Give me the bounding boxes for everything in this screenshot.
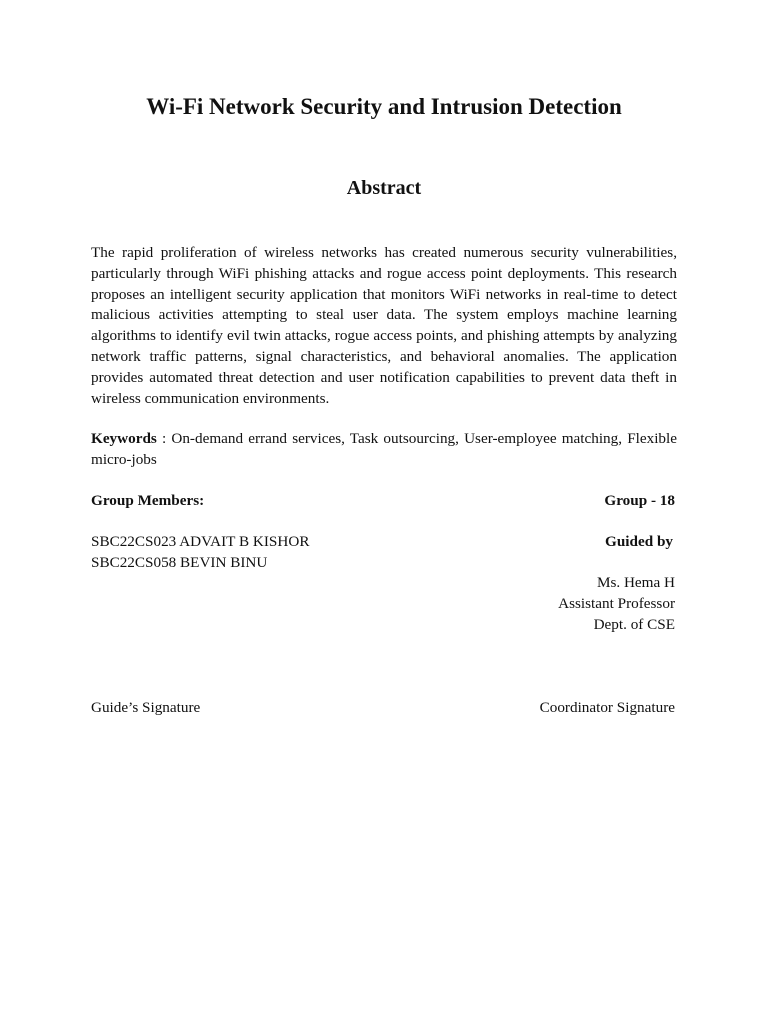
guided-by-label: Guided by [605, 533, 673, 550]
guide-department: Dept. of CSE [593, 615, 675, 633]
guide-designation: Assistant Professor [558, 594, 675, 612]
group-member-2: SBC22CS058 BEVIN BINU [91, 554, 268, 571]
group-number: Group - 18 [604, 492, 675, 509]
keywords-separator: : [156, 430, 172, 447]
keywords-paragraph [91, 429, 677, 471]
keywords-text: On-demand errand services, Task outsourcing, User-employee matching, Flexible micro-jobs [91, 430, 677, 468]
coordinator-signature-label: Coordinator Signature [539, 699, 675, 716]
guide-details [558, 573, 675, 635]
guide-signature-label: Guide’s Signature [91, 699, 201, 716]
guide-name: Ms. Hema H [596, 574, 675, 591]
abstract-heading: Abstract [346, 177, 422, 199]
group-members-label: Group Members: [91, 492, 205, 509]
group-member-1: SBC22CS023 ADVAIT B KISHOR [91, 533, 310, 550]
keywords-label: Keywords [91, 430, 157, 447]
abstract-body: The rapid proliferation of wireless networks has created numerous security vulnerabilities, particularly through WiFi phishing attacks and rogue access point deployments. This research proposes an intelligent security application that monitors WiFi networks in real-time to detect malicious activities attempting to steal user data. The system employs machine learning algorithms to identify evil twin attacks, rogue access points, and phishing attempts by analyzing network traffic patterns, signal characteristics, and behavioral anomalies. The application provides automated threat detection and user notification capabilities to prevent data theft in wireless communication environments. [91, 244, 677, 407]
document-title: Wi-Fi Network Security and Intrusion Detection [146, 94, 622, 119]
